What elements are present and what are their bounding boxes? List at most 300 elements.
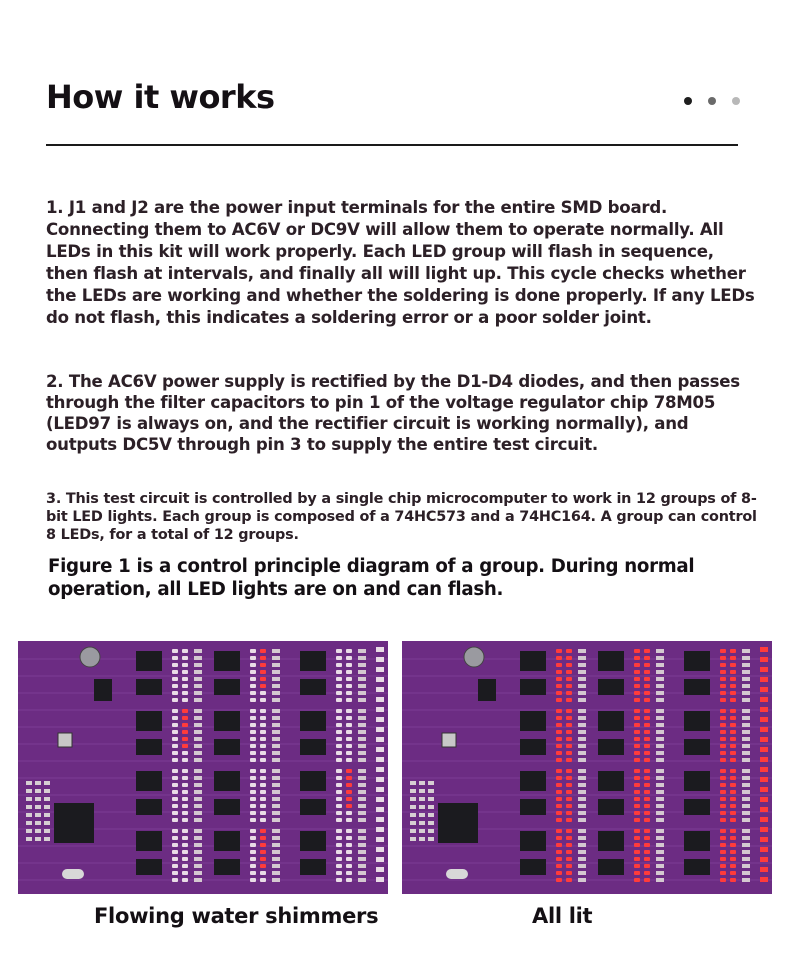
carousel-dot-3[interactable] bbox=[732, 97, 740, 105]
regulator-chip bbox=[94, 679, 112, 701]
led bbox=[730, 818, 736, 822]
led bbox=[182, 790, 188, 794]
resistor bbox=[742, 698, 750, 702]
led bbox=[250, 684, 256, 688]
led bbox=[172, 716, 178, 720]
resistor bbox=[578, 871, 586, 875]
resistor bbox=[272, 684, 280, 688]
carousel-dots bbox=[684, 97, 740, 105]
resistor bbox=[358, 783, 366, 787]
led bbox=[250, 804, 256, 808]
led bbox=[720, 649, 726, 653]
led bbox=[634, 723, 640, 727]
led bbox=[720, 836, 726, 840]
edge-led bbox=[376, 667, 384, 672]
resistor bbox=[742, 864, 750, 868]
led bbox=[556, 857, 562, 861]
solder-pad bbox=[428, 781, 434, 785]
ic-74hc164 bbox=[598, 859, 624, 875]
led bbox=[730, 677, 736, 681]
led bbox=[336, 829, 342, 833]
edge-led bbox=[760, 737, 768, 742]
resistor bbox=[578, 804, 586, 808]
resistor bbox=[272, 783, 280, 787]
led bbox=[336, 737, 342, 741]
resistor bbox=[742, 656, 750, 660]
led bbox=[172, 850, 178, 854]
resistor bbox=[272, 751, 280, 755]
led bbox=[730, 769, 736, 773]
led bbox=[566, 670, 572, 674]
resistor bbox=[358, 843, 366, 847]
resistor bbox=[742, 677, 750, 681]
led bbox=[182, 829, 188, 833]
led bbox=[172, 709, 178, 713]
led bbox=[250, 857, 256, 861]
resistor bbox=[358, 864, 366, 868]
solder-pad bbox=[26, 781, 32, 785]
led bbox=[644, 656, 650, 660]
resistor bbox=[194, 857, 202, 861]
edge-led bbox=[760, 707, 768, 712]
led bbox=[250, 790, 256, 794]
led bbox=[556, 797, 562, 801]
led bbox=[730, 758, 736, 762]
resistor bbox=[272, 776, 280, 780]
led bbox=[644, 871, 650, 875]
resistor bbox=[578, 649, 586, 653]
edge-led bbox=[760, 677, 768, 682]
led bbox=[730, 709, 736, 713]
edge-led bbox=[376, 757, 384, 762]
caption-all-lit: All lit bbox=[532, 904, 593, 928]
crystal bbox=[446, 869, 468, 879]
led bbox=[260, 716, 266, 720]
resistor bbox=[578, 737, 586, 741]
edge-led bbox=[760, 717, 768, 722]
resistor bbox=[194, 843, 202, 847]
ic-74hc573 bbox=[214, 651, 240, 671]
led bbox=[182, 804, 188, 808]
resistor bbox=[578, 836, 586, 840]
resistor bbox=[272, 691, 280, 695]
led bbox=[566, 709, 572, 713]
solder-pad bbox=[428, 797, 434, 801]
solder-pad bbox=[44, 821, 50, 825]
ic-74hc164 bbox=[136, 679, 162, 695]
resistor bbox=[742, 751, 750, 755]
led bbox=[566, 829, 572, 833]
led bbox=[250, 723, 256, 727]
ic-74hc573 bbox=[214, 771, 240, 791]
solder-pad bbox=[410, 797, 416, 801]
resistor bbox=[742, 744, 750, 748]
led bbox=[336, 804, 342, 808]
edge-led bbox=[376, 787, 384, 792]
resistor bbox=[742, 737, 750, 741]
page-title: How it works bbox=[46, 78, 275, 116]
led bbox=[634, 829, 640, 833]
resistor bbox=[358, 698, 366, 702]
led bbox=[182, 684, 188, 688]
ic-74hc164 bbox=[136, 859, 162, 875]
led bbox=[566, 758, 572, 762]
led bbox=[182, 878, 188, 882]
led bbox=[720, 684, 726, 688]
led bbox=[644, 730, 650, 734]
led bbox=[336, 691, 342, 695]
edge-led bbox=[376, 737, 384, 742]
resistor bbox=[578, 751, 586, 755]
resistor bbox=[742, 691, 750, 695]
led bbox=[260, 723, 266, 727]
resistor bbox=[578, 797, 586, 801]
resistor bbox=[194, 878, 202, 882]
led bbox=[566, 797, 572, 801]
led bbox=[556, 684, 562, 688]
led bbox=[720, 790, 726, 794]
caption-flowing: Flowing water shimmers bbox=[94, 904, 379, 928]
resistor bbox=[194, 670, 202, 674]
led bbox=[730, 723, 736, 727]
ic-74hc573 bbox=[214, 831, 240, 851]
led bbox=[172, 871, 178, 875]
resistor bbox=[194, 737, 202, 741]
led bbox=[346, 776, 352, 780]
led bbox=[644, 843, 650, 847]
led bbox=[346, 829, 352, 833]
resistor bbox=[194, 663, 202, 667]
led bbox=[172, 677, 178, 681]
resistor bbox=[742, 829, 750, 833]
led bbox=[556, 663, 562, 667]
resistor bbox=[194, 776, 202, 780]
led bbox=[250, 829, 256, 833]
edge-led bbox=[760, 807, 768, 812]
resistor bbox=[578, 684, 586, 688]
solder-pad bbox=[419, 837, 425, 841]
resistor bbox=[272, 723, 280, 727]
crystal bbox=[62, 869, 84, 879]
led bbox=[720, 744, 726, 748]
led bbox=[566, 769, 572, 773]
ic-74hc573 bbox=[300, 651, 326, 671]
solder-pad bbox=[35, 805, 41, 809]
led bbox=[172, 790, 178, 794]
led bbox=[556, 723, 562, 727]
solder-pad bbox=[44, 829, 50, 833]
resistor bbox=[358, 730, 366, 734]
resistor bbox=[358, 878, 366, 882]
solder-pad bbox=[44, 789, 50, 793]
led bbox=[720, 818, 726, 822]
solder-pad bbox=[419, 789, 425, 793]
led bbox=[250, 737, 256, 741]
edge-led bbox=[760, 787, 768, 792]
edge-led bbox=[376, 857, 384, 862]
led bbox=[634, 670, 640, 674]
solder-pad bbox=[35, 789, 41, 793]
ic-74hc573 bbox=[598, 651, 624, 671]
edge-led bbox=[376, 807, 384, 812]
led bbox=[566, 698, 572, 702]
led bbox=[644, 698, 650, 702]
led bbox=[644, 797, 650, 801]
paragraph-rectifier: 2. The AC6V power supply is rectified by the D1-D4 diodes, and then passes through the filter capacitors to pin 1 of the voltage regulator chip 78M05 (LED97 is always on, and the rectifier circuit is working normally), and outputs DC5V through pin 3 to supply the entire test circuit. bbox=[46, 372, 740, 454]
resistor bbox=[358, 649, 366, 653]
resistor bbox=[272, 857, 280, 861]
led bbox=[634, 871, 640, 875]
led bbox=[260, 857, 266, 861]
led bbox=[250, 649, 256, 653]
resistor bbox=[578, 790, 586, 794]
push-button bbox=[58, 733, 72, 747]
led bbox=[172, 783, 178, 787]
led bbox=[182, 737, 188, 741]
carousel-dot-1[interactable] bbox=[684, 97, 692, 105]
ic-74hc573 bbox=[684, 831, 710, 851]
carousel-dot-2[interactable] bbox=[708, 97, 716, 105]
led bbox=[644, 737, 650, 741]
led bbox=[634, 649, 640, 653]
led bbox=[556, 783, 562, 787]
ic-74hc573 bbox=[300, 831, 326, 851]
led bbox=[250, 776, 256, 780]
led bbox=[644, 716, 650, 720]
led bbox=[346, 677, 352, 681]
title-divider bbox=[46, 144, 738, 146]
paragraph-power-input: 1. J1 and J2 are the power input terminals for the entire SMD board. Connecting them to AC6V or DC9V will allow them to operate normally. All LEDs in this kit will work properly. Each LED group will flash in sequence, then flash at intervals, and finally all will light up. This cycle checks whether the LEDs are working and whether the soldering is done properly. If any LEDs do not flash, this indicates a soldering error or a poor solder joint. bbox=[46, 198, 755, 327]
led bbox=[730, 804, 736, 808]
resistor bbox=[194, 684, 202, 688]
ic-74hc164 bbox=[598, 739, 624, 755]
resistor bbox=[272, 797, 280, 801]
led bbox=[250, 871, 256, 875]
ic-74hc573 bbox=[684, 651, 710, 671]
resistor bbox=[194, 677, 202, 681]
solder-pad bbox=[26, 797, 32, 801]
led bbox=[250, 663, 256, 667]
resistor bbox=[656, 649, 664, 653]
led bbox=[250, 864, 256, 868]
led bbox=[566, 716, 572, 720]
led bbox=[336, 864, 342, 868]
led bbox=[260, 790, 266, 794]
ic-74hc573 bbox=[300, 711, 326, 731]
led bbox=[346, 737, 352, 741]
led bbox=[566, 871, 572, 875]
resistor bbox=[656, 769, 664, 773]
led bbox=[172, 758, 178, 762]
resistor bbox=[272, 698, 280, 702]
resistor bbox=[358, 857, 366, 861]
resistor bbox=[272, 769, 280, 773]
led bbox=[634, 850, 640, 854]
led bbox=[346, 871, 352, 875]
led bbox=[566, 811, 572, 815]
led bbox=[556, 737, 562, 741]
led bbox=[566, 744, 572, 748]
resistor bbox=[578, 691, 586, 695]
led bbox=[336, 836, 342, 840]
solder-pad bbox=[410, 821, 416, 825]
edge-led bbox=[760, 657, 768, 662]
led bbox=[556, 776, 562, 780]
resistor bbox=[742, 818, 750, 822]
led bbox=[566, 843, 572, 847]
led bbox=[250, 656, 256, 660]
led bbox=[172, 864, 178, 868]
led bbox=[730, 744, 736, 748]
led bbox=[172, 797, 178, 801]
resistor bbox=[742, 723, 750, 727]
ic-74hc573 bbox=[136, 771, 162, 791]
resistor bbox=[656, 723, 664, 727]
push-button bbox=[442, 733, 456, 747]
ic-74hc164 bbox=[214, 799, 240, 815]
led bbox=[260, 751, 266, 755]
resistor bbox=[272, 850, 280, 854]
led bbox=[730, 670, 736, 674]
resistor bbox=[272, 670, 280, 674]
led bbox=[634, 818, 640, 822]
led bbox=[182, 797, 188, 801]
led bbox=[182, 751, 188, 755]
ic-74hc164 bbox=[520, 799, 546, 815]
resistor bbox=[272, 843, 280, 847]
resistor bbox=[578, 656, 586, 660]
led bbox=[720, 783, 726, 787]
led bbox=[260, 649, 266, 653]
led bbox=[730, 691, 736, 695]
led bbox=[336, 656, 342, 660]
led bbox=[634, 698, 640, 702]
led bbox=[346, 663, 352, 667]
resistor bbox=[194, 797, 202, 801]
led bbox=[566, 857, 572, 861]
edge-led bbox=[760, 847, 768, 852]
solder-pad bbox=[35, 829, 41, 833]
resistor bbox=[656, 751, 664, 755]
resistor bbox=[742, 878, 750, 882]
led bbox=[250, 811, 256, 815]
resistor bbox=[272, 730, 280, 734]
solder-pad bbox=[35, 821, 41, 825]
led bbox=[566, 663, 572, 667]
resistor bbox=[656, 691, 664, 695]
resistor bbox=[656, 871, 664, 875]
edge-led bbox=[376, 827, 384, 832]
led bbox=[172, 730, 178, 734]
solder-pad bbox=[419, 821, 425, 825]
led bbox=[644, 836, 650, 840]
edge-led bbox=[760, 867, 768, 872]
led bbox=[260, 864, 266, 868]
led bbox=[556, 878, 562, 882]
led bbox=[336, 670, 342, 674]
capacitor bbox=[80, 647, 100, 667]
resistor bbox=[272, 716, 280, 720]
led bbox=[336, 649, 342, 653]
led bbox=[720, 709, 726, 713]
ic-74hc164 bbox=[598, 679, 624, 695]
resistor bbox=[194, 836, 202, 840]
led bbox=[556, 843, 562, 847]
led bbox=[634, 790, 640, 794]
led bbox=[172, 857, 178, 861]
resistor bbox=[656, 878, 664, 882]
led bbox=[566, 850, 572, 854]
resistor bbox=[272, 709, 280, 713]
edge-led bbox=[376, 767, 384, 772]
ic-74hc573 bbox=[136, 711, 162, 731]
led bbox=[172, 811, 178, 815]
led bbox=[346, 730, 352, 734]
ic-74hc573 bbox=[598, 831, 624, 851]
led bbox=[336, 776, 342, 780]
resistor bbox=[194, 871, 202, 875]
resistor bbox=[656, 698, 664, 702]
ic-74hc164 bbox=[684, 739, 710, 755]
led bbox=[634, 709, 640, 713]
resistor bbox=[656, 783, 664, 787]
led bbox=[566, 776, 572, 780]
resistor bbox=[578, 709, 586, 713]
resistor bbox=[194, 811, 202, 815]
paragraph-figure-note: Figure 1 is a control principle diagram of a group. During normal operation, all LED lights are on and can flash. bbox=[48, 556, 695, 600]
led bbox=[172, 698, 178, 702]
solder-pad bbox=[419, 813, 425, 817]
led bbox=[730, 864, 736, 868]
led bbox=[644, 663, 650, 667]
led bbox=[260, 836, 266, 840]
resistor bbox=[358, 684, 366, 688]
led bbox=[556, 829, 562, 833]
regulator-chip bbox=[478, 679, 496, 701]
edge-led bbox=[760, 757, 768, 762]
resistor bbox=[578, 744, 586, 748]
ic-74hc164 bbox=[598, 799, 624, 815]
led bbox=[634, 864, 640, 868]
led bbox=[260, 730, 266, 734]
resistor bbox=[742, 783, 750, 787]
resistor bbox=[358, 758, 366, 762]
resistor bbox=[656, 684, 664, 688]
edge-led bbox=[760, 817, 768, 822]
led bbox=[720, 857, 726, 861]
resistor bbox=[578, 818, 586, 822]
led bbox=[182, 730, 188, 734]
led bbox=[182, 811, 188, 815]
resistor bbox=[358, 744, 366, 748]
resistor bbox=[358, 663, 366, 667]
led bbox=[250, 797, 256, 801]
resistor bbox=[578, 723, 586, 727]
led bbox=[182, 649, 188, 653]
resistor bbox=[742, 709, 750, 713]
led bbox=[260, 691, 266, 695]
ic-74hc164 bbox=[684, 679, 710, 695]
resistor bbox=[358, 769, 366, 773]
resistor bbox=[656, 811, 664, 815]
resistor bbox=[272, 790, 280, 794]
led bbox=[556, 677, 562, 681]
led bbox=[556, 804, 562, 808]
resistor bbox=[656, 804, 664, 808]
led bbox=[634, 684, 640, 688]
led bbox=[720, 871, 726, 875]
led bbox=[182, 723, 188, 727]
